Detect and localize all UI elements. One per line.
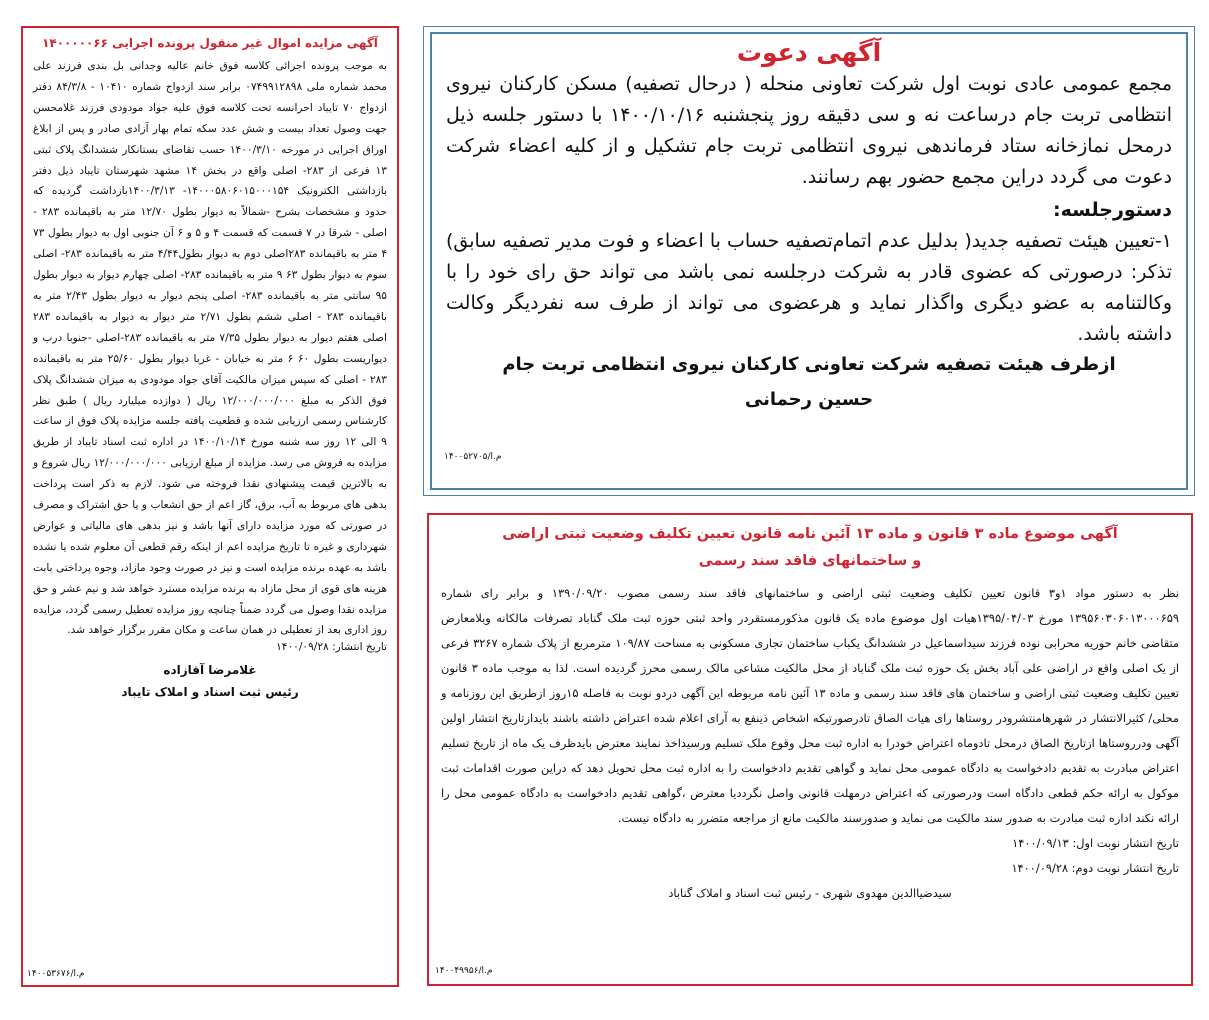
land-notice-signer: سیدضیاالدین مهدوی شهری - رئیس ثبت اسناد و املاک گناباد [668, 886, 952, 900]
auction-notice-signer-title: رئیس ثبت اسناد و املاک تایباد [121, 685, 299, 700]
invitation-signature: ازطرف هیئت تصفیه شرکت تعاونی کارکنان نیروی انتظامی تربت جام [502, 354, 1116, 375]
auction-notice-body: به موجب پرونده اجرائی کلاسه فوق خانم عالیه وجدانی بل بندی فرزند علی محمد شماره ملی ۰۷۴۹۹۱۲۸۹۸ برابر سند ازدواج شماره ۱۰۴۱۰ - ۸۴/۳/۸ دفتر ازدواج ۷۰ تایباد احرانسه تحت کلاسه فوق علیه جواد مودودی فرزند غلامحسن جهت وصول تعداد بیست و شش عدد سکه تمام بهار آزادی صادر و پس از ابلاغ اوراق اجرایی در مورخه ۱۴۰۰/۳/۱۰ حسب تقاضای بستانکار ششدانگ پلاک ثبتی ۱۳ فرعی از ۲۸۳- اصلی واقع در بخش ۱۴ مشهد شهرستان تایباد ذیل دفتر بازداشتی الکترونیک ۱۴۰۰۰۵۸۰۶۰۱۵۰۰۰۱۵۴- ۱۴۰۰/۳/۱۳بازداشت گردیده که حدود و مشخصات بشرح -شمالاً به دیوار بطول ۱۲/۷۰ متر به باقیمانده ۲۸۳ - اصلی - شرقا در ۷ قسمت که قسمت ۴ و ۵ و ۶ آن جنوبی اول به دیوار بطول ۷۳ ۴ متر به باقیمانده ۲۸۳اصلی دوم به دیوار بطول۴/۴۴ متر به باقیمانده ۲۸۳- اصلی سوم به دیوار بطول ۶۳ ۹ متر به باقیمانده ۲۸۳- اصلی چهارم دیوار به دیوار بطول ۹۵ سانتی متر به باقیمانده ۲۸۳- اصلی پنجم دیوار به دیوار بطول ۲/۴۳ متر به باقیمانده ۲۸۳ - اصلی ششم بطول ۲/۷۱ متر دیوار به دیوار به باقیمانده ۲۸۳ اصلی هفتم دیوار به دیوار بطول ۷/۳۵ متر به باقیمانده ۲۸۳-اصلی -جنوبا درب و دیواریست بطول ۶۰ ۶ متر به خیابان - غربا دیوار بطول ۲۵/۶۰ متر به باقیمانده ۲۸۳ - اصلی که سپس میزان مالکیت آقای جواد مودودی به میزان ششدانگ پلاک فوق الذکر به مبلغ ۱۲/۰۰۰/۰۰۰/۰۰۰ ریال ( دوازده میلیارد ریال ) طبق نظر کارشناس رسمی ارزیابی شده و قطعیت یافته جلسه مزایده پلاک فوق از ساعت ۹ الی ۱۲ روز سه شنبه مورخ ۱۴۰۰/۱۰/۱۴ در اداره ثبت اسناد تایباد از طریق مزایده به فروش می رسد. مزایده از مبلغ ارزیابی ۱۲/۰۰۰/۰۰۰/۰۰۰ ریال شروع و به بالاترین قیمت پیشنهادی نقدا فروخته می شود. لازم به ذکر است پرداخت بدهی های مربوط به آب، برق، گاز اعم از حق انشعاب و یا حق اشتراک و مصرف در صورتی که مورد مزایده دارای آنها باشد و نیز بدهی های مالیاتی و عوارض شهرداری و غیره تا تاریخ مزایده اعم از اینکه رقم قطعی آن معلوم شده یا نشده باشد به عهده برنده مزایده است و نیز در صورت وجود مازاد، وجوه پرداختی بابت هزینه های قوی از محل مازاد به برنده مزایده مسترد خواهد شد و نیم عشر و حق مزایده نقدا وصول می گردد ضمناً چنانچه روز مزایده تعطیل رسمی گردد، مزایده روز اداری بعد از تعطیلی در همان ساعت و مکان مقرر برگزار خواهد شد. [33, 60, 388, 637]
auction-notice-title: آگهی مزایده اموال غیر منقول پرونده اجرایی ۱۴۰۰۰۰۰۶۶ [42, 36, 378, 50]
auction-notice-code: م.ا/۱۴۰۰۵۳۶۷۶ [27, 969, 85, 979]
auction-notice [21, 26, 399, 987]
auction-notice-date: تاریخ انتشار: ۱۴۰۰/۰۹/۲۸ [276, 641, 387, 654]
land-notice-title [441, 521, 1179, 575]
invitation-agenda-heading: دستورجلسه: [1053, 199, 1172, 221]
land-notice-code: م.ا/۱۴۰۰۴۹۹۵۶ [435, 966, 493, 976]
invitation-agenda-body: ۱-تعیین هیئت تصفیه جدید( بدلیل عدم اتمام‌تصفیه حساب با اعضاء و فوت مدیر تصفیه سابق) تذکر: درصورتی که عضوی قادر به شرکت درجلسه نمی باشد می تواند حق رای خود را با وکالتنامه به عضو دیگری واگذار نماید و هرعضوی می تواند از طرف سه نفردیگر وکالت داشته باشد. [446, 230, 1172, 345]
invitation-signer-name: حسین رحمانی [744, 389, 874, 410]
invitation-code: م.ا/۱۴۰۰۵۲۷۰۵ [444, 452, 502, 462]
invitation-notice [430, 32, 1188, 490]
invitation-title: آگهی دعوت [736, 38, 882, 67]
auction-notice-signer-name: غلامرضا آقازاده [163, 663, 257, 678]
land-notice-title-line1: آگهی موضوع ماده ۳ قانون و ماده ۱۳ آئین نامه قانون تعیین تکلیف وضعیت ثبتی اراضی [502, 526, 1118, 542]
land-notice-date-second: تاریخ انتشار نوبت دوم: ۱۴۰۰/۰۹/۲۸ [1011, 861, 1179, 875]
land-notice-date-first: تاریخ انتشار نوبت اول: ۱۴۰۰/۰۹/۱۳ [1012, 836, 1179, 850]
land-notice-title-line2: و ساختمانهای فاقد سند رسمی [698, 553, 922, 569]
invitation-body: مجمع عمومی عادی نوبت اول شرکت تعاونی منحله ( درحال تصفیه) مسکن کارکنان نیروی انتظامی تربت جام درساعت نه و سی دقیقه روز پنجشنبه ۱۴۰۰/۱۰/۱۶ با دستور جلسه ذیل درمحل نمازخانه ستاد فرماندهی نیروی انتظامی تربت جام تشکیل و از کلیه اعضاء شرکت دعوت می گردد دراین مجمع حضور بهم رسانند. [446, 73, 1172, 188]
land-registry-notice [427, 513, 1193, 986]
land-notice-body: نظر به دستور مواد ۱و۳ قانون تعیین تکلیف وضعیت ثبتی اراضی و ساختمانهای فاقد سند رسمی مصوب ۱۳۹۰/۰۹/۲۰ و برابر رای شماره ۱۳۹۵۶۰۳۰۶۰۱۳۰۰۰۶۵۹ مورخ ۱۳۹۵/۰۴/۰۳هیات اول موضوع ماده یک قانون مذکورمستقردر واحد ثبتی حوزه ثبت ملک گناباد تصرفات مالکانه وبلامعارض متقاضی خانم حوریه محرابی نوده فرزند سیداسماعیل در ششدانگ یکباب ساختمان تجاری مسکونی به مساحت ۱۰۹/۸۷ مترمربع از پلاک شماره ۳۲۶۷ فرعی از یک اصلی واقع در اراضی علی آباد بخش یک حوزه ثبت ملک گناباد از محل مالکیت مشاعی مالک رسمی محرز گردیده است. لذا به موجب ماده ۳ قانون تعیین تکلیف وضعیت ثبتی اراضی و ساختمان های فاقد سند رسمی و ماده ۱۳ آئین نامه مربوطه این آگهی دردو نوبت به فاصله ۱۵روز ازطریق این روزنامه و محلی/ کثیرالانتشار در شهرهامنتشرودر روستاها رای هیات الصاق تادرصورتیکه اشخاص ذینفع به آرای اعلام شده اعتراض داشته باشند بایدازتاریخ انتشار اولین آگهی ودرروستاها ازتاریخ الصاق درمحل تادوماه اعتراض خودرا به اداره ثبت محل وقوع ملک تسلیم ورسیداخذ نمایند معترض بایدظرف یک ماه از تاریخ تسلیم اعتراض مبادرت به تقدیم دادخواست به دادگاه عمومی محل نماید و گواهی تقدیم دادخواست را به اداره ثبت محل تحویل دهد که دراین صورت اقدامات ثبت موکول به ارائه حکم قطعی دادگاه است ودرصورتی که اعتراض درمهلت قانونی واصل نگرددیا معترض ،گواهی تقدیم دادخواست به دادگاه عمومی محل را ارائه نکند اداره ثبت مبادرت به صدور سند مالکیت می نماید و صدورسند مالکیت مانع از مراجعه متضرر به دادگاه نیست. [441, 586, 1179, 825]
